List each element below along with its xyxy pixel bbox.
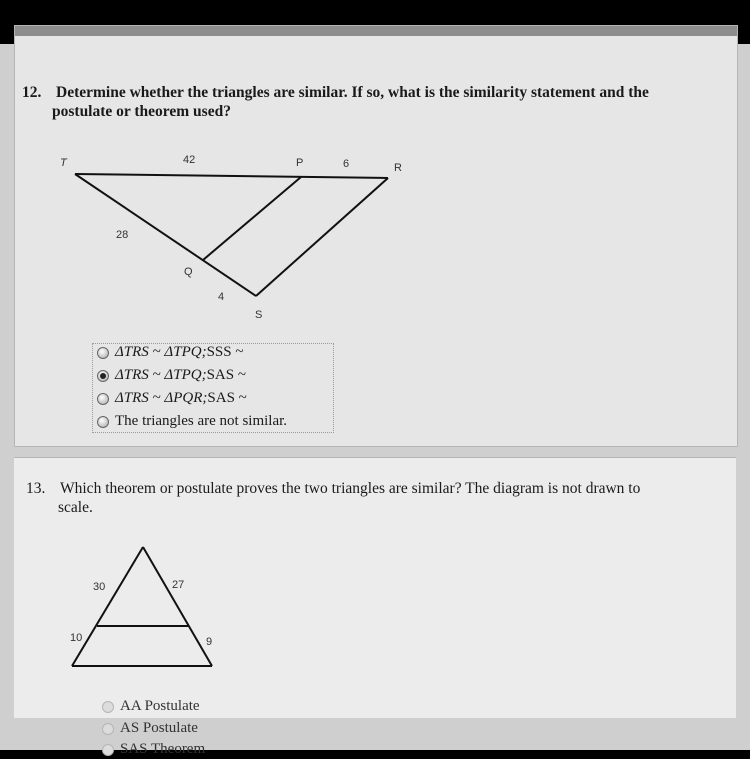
- option-13-b[interactable]: [102, 719, 198, 738]
- option-text-part2: SAS ~: [206, 367, 246, 383]
- label-Q: Q: [184, 266, 193, 278]
- label-R: R: [394, 162, 402, 174]
- label-right-top: 27: [172, 579, 185, 591]
- option-text: SAS Theorem: [120, 741, 206, 757]
- label-right-bottom: 9: [206, 636, 213, 648]
- label-TQ: 28: [116, 229, 129, 241]
- label-left-bottom: 10: [70, 632, 83, 644]
- label-P: P: [296, 157, 304, 169]
- question-number: 12.: [22, 84, 42, 101]
- option-text-part1: ΔTRS ~ ΔTPQ;: [115, 367, 207, 383]
- option-text-part2: SAS ~: [207, 390, 247, 406]
- option-text: AS Postulate: [120, 720, 198, 736]
- right-side: [143, 547, 212, 666]
- label-QS: 4: [218, 291, 225, 303]
- option-text-part1: ΔTRS ~ ΔPQR;: [115, 390, 208, 406]
- option-text: AA Postulate: [120, 698, 200, 714]
- label-TP: 42: [183, 154, 196, 166]
- label-T: T: [60, 157, 67, 169]
- radio-button[interactable]: [102, 701, 114, 713]
- left-side: [72, 547, 143, 666]
- label-left-top: 30: [93, 581, 106, 593]
- option-text-part2: SSS ~: [206, 344, 244, 360]
- question-number: 13.: [26, 480, 46, 497]
- label-S: S: [255, 309, 263, 321]
- question-text-line2: scale.: [58, 499, 93, 516]
- option-text: The triangles are not similar.: [115, 413, 288, 429]
- question-text-line1: Which theorem or postulate proves the two triangles are similar? The diagram is not drawn to: [60, 480, 641, 497]
- question-text-line2: postulate or theorem used?: [52, 103, 231, 120]
- radio-button[interactable]: [102, 723, 114, 735]
- option-13-a[interactable]: [102, 697, 200, 716]
- question-text-line1: Determine whether the triangles are similar. If so, what is the similarity statement and the: [56, 84, 649, 101]
- label-PR: 6: [343, 158, 350, 170]
- option-text-part1: ΔTRS ~ ΔTPQ;: [115, 344, 207, 360]
